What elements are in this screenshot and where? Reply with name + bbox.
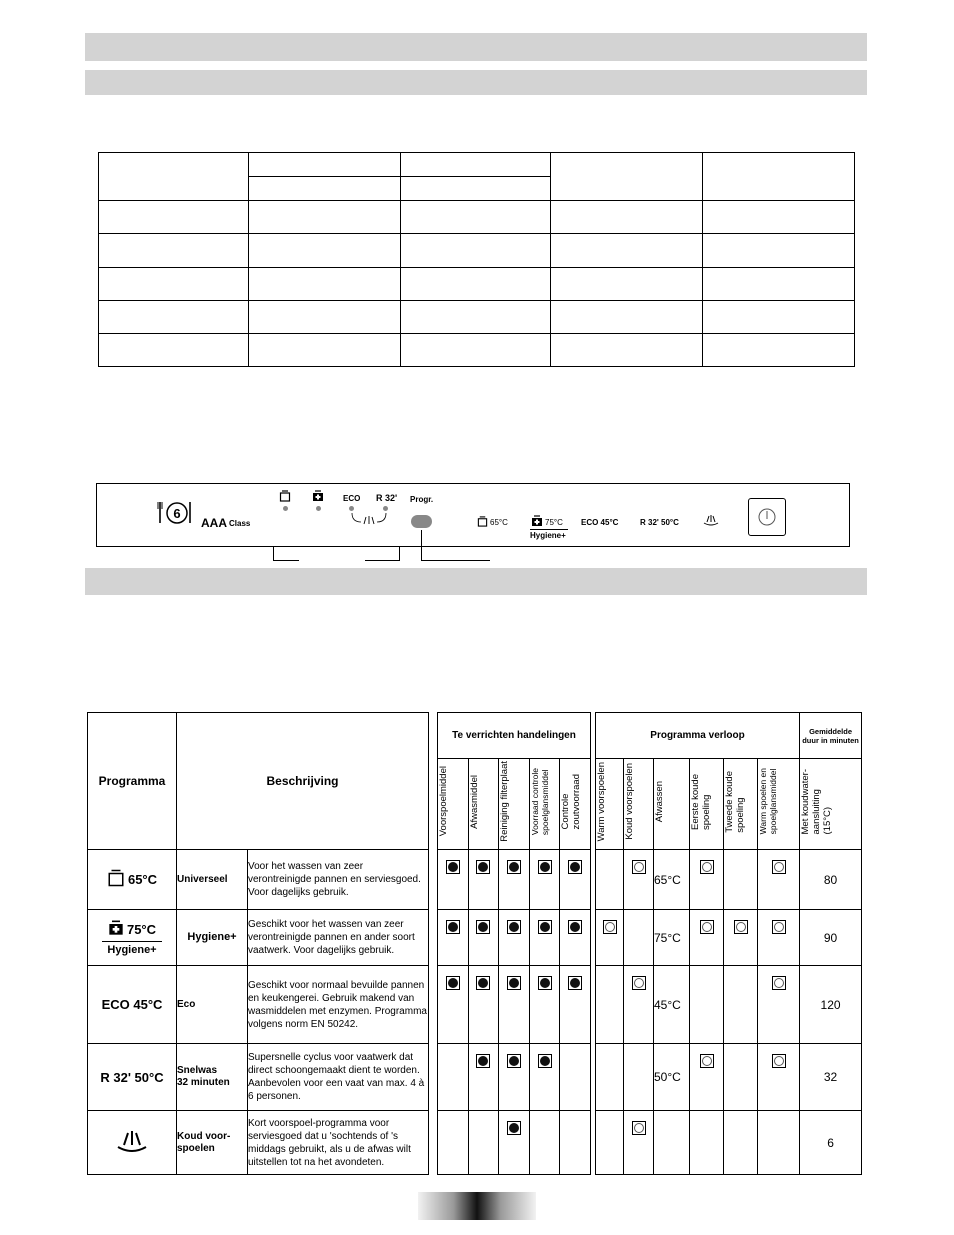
program-icon-cell: [88, 910, 177, 966]
program-name-cell: [177, 910, 248, 966]
action-cell: [438, 1044, 469, 1111]
action-cell: [468, 1044, 499, 1111]
program-row: [88, 1111, 429, 1175]
flow-cell: [758, 910, 800, 966]
flow-marker: [734, 920, 748, 934]
flow-cell: [690, 966, 724, 1044]
program-description: Supersnelle cyclus voor vaatwerk dat direct schoongemaakt dient te worden. Aanbevolen voor een vaat van max. 4 à 6 personen.: [248, 1052, 425, 1102]
program-name: Hygiene+: [187, 931, 237, 943]
led-indicator: [316, 506, 321, 511]
action-cell: [468, 910, 499, 966]
group-handelingen: [438, 713, 591, 759]
duur-header: [800, 759, 862, 850]
program-button[interactable]: [411, 515, 432, 528]
action-cell: [529, 850, 560, 910]
action-marker: [476, 920, 490, 934]
led-indicator: [283, 506, 288, 511]
leader-line: [421, 530, 422, 561]
col-beschrijving-label: Beschrijving: [266, 774, 339, 788]
spec-cell: [401, 300, 551, 333]
program-description: Kort voorspoel-programma voor serviesgoed dat u 'sochtends of 's middags gebruikt, als u de afwas wilt uitstellen tot na het avondeten.: [248, 1117, 411, 1168]
rinse-icon: [703, 514, 719, 526]
action-marker: [507, 1121, 521, 1135]
handeling-label: Reiniging filterplaat: [499, 761, 511, 842]
flow-cell: [690, 1044, 724, 1111]
action-cell: [468, 850, 499, 910]
program-table-desc: [87, 712, 429, 1175]
col-programma: [88, 713, 177, 850]
duration-cell: [800, 1111, 862, 1175]
leader-line: [421, 560, 490, 561]
action-cell: [499, 1111, 530, 1175]
group-duur-label: Gemiddelde duur in minuten: [802, 726, 859, 745]
spec-cell: [99, 153, 249, 201]
program-name-cell: [177, 1111, 248, 1175]
action-cell: [529, 1044, 560, 1111]
flow-marker: [772, 976, 786, 990]
action-rows: [438, 850, 591, 1175]
flow-marker: [632, 976, 646, 990]
action-marker: [446, 860, 460, 874]
flow-cell: [624, 850, 654, 910]
spec-cell: [401, 267, 551, 300]
spec-cell: [249, 153, 401, 177]
flow-cell: [758, 966, 800, 1044]
desc-rows: [88, 850, 429, 1175]
program-desc-cell: [248, 910, 429, 966]
action-cell: [560, 850, 591, 910]
flow-temperature: 65°C: [654, 872, 681, 887]
program-icon-cell: [88, 1044, 177, 1111]
handeling-label: Afwasmiddel: [468, 774, 480, 829]
spec-cell: [703, 267, 855, 300]
spec-cell: [703, 234, 855, 267]
flow-temperature: 75°C: [654, 930, 681, 945]
action-row: [438, 966, 591, 1044]
handeling-header: [438, 759, 469, 850]
flow-cell: [596, 910, 624, 966]
verloop-label: Afwassen: [654, 780, 665, 823]
spec-cell: [703, 153, 855, 201]
spec-cell: [551, 201, 703, 234]
verloop-label: Warm voorspoelen: [596, 761, 607, 842]
flow-cell: [758, 850, 800, 910]
action-cell: [560, 910, 591, 966]
program-rapid-label: R 32' 50°C: [640, 518, 679, 527]
flow-marker: [632, 1121, 646, 1135]
program-name-cell: [177, 1044, 248, 1111]
action-marker: [446, 920, 460, 934]
program-65-label: 65°C: [490, 518, 508, 527]
flow-cell: [690, 850, 724, 910]
flow-row: [596, 850, 862, 910]
program-desc-cell: [248, 1111, 429, 1175]
action-marker: [507, 976, 521, 990]
duration-value: 6: [827, 1135, 834, 1150]
spec-cell: [401, 153, 551, 177]
program-icon-text: 75°C: [126, 921, 157, 937]
control-panel: [96, 483, 850, 547]
program-description: Geschikt voor normaal bevuilde pannen en keukengerei. Gebruik makend van wasmiddelen met enzymen. Programma volgens norm EN 50242.: [248, 979, 427, 1030]
pot-icon: [279, 490, 291, 502]
action-cell: [560, 1111, 591, 1175]
verloop-header: [624, 759, 654, 850]
spec-cell: [99, 300, 249, 333]
verloop-label: Warm spoelen en spoelglansmiddel: [758, 768, 778, 835]
handeling-label: Voorraad controle spoelglansmiddel: [529, 767, 550, 836]
program-name: Koud voor- spoelen: [177, 1130, 231, 1154]
flow-cell: [724, 1044, 758, 1111]
spec-cell: [551, 267, 703, 300]
program-icon-text: 65°C: [127, 872, 158, 887]
flow-cell: [724, 966, 758, 1044]
handeling-header: [560, 759, 591, 850]
flow-cell: [596, 966, 624, 1044]
flow-marker: [700, 1054, 714, 1068]
program-name: Universeel: [177, 873, 228, 885]
spec-cell: [703, 201, 855, 234]
program-icon-cell: [88, 850, 177, 910]
leader-line: [399, 547, 400, 561]
action-cell: [529, 1111, 560, 1175]
rapid-button-label: R 32': [376, 493, 398, 503]
program-desc-cell: [248, 850, 429, 910]
spec-cell: [249, 177, 401, 201]
flow-marker: [772, 1054, 786, 1068]
svg-text:6: 6: [173, 506, 181, 521]
flow-row: [596, 1044, 862, 1111]
duration-value: 80: [823, 872, 838, 887]
verloop-header: [690, 759, 724, 850]
led-indicator: [349, 506, 354, 511]
action-cell: [499, 966, 530, 1044]
program-icon-text: R 32' 50°C: [100, 1069, 164, 1085]
energy-class-suffix: Class: [229, 519, 251, 528]
program-eco-label: ECO 45°C: [581, 518, 619, 527]
program-table-flow: [595, 712, 862, 1175]
flow-marker: [700, 860, 714, 874]
flow-cell: [596, 1044, 624, 1111]
program-75-label: 75°C: [545, 518, 563, 527]
rinse-icon-glyph: [115, 1129, 149, 1156]
divider: [530, 529, 568, 530]
spec-cell: [551, 234, 703, 267]
flow-rows: [596, 850, 862, 1175]
program-row: [88, 966, 429, 1044]
handeling-header: [468, 759, 499, 850]
spec-cell: [703, 333, 855, 366]
flow-cell: [596, 850, 624, 910]
action-marker: [538, 1054, 552, 1068]
action-cell: [529, 966, 560, 1044]
action-cell: [438, 850, 469, 910]
spec-cell: [401, 234, 551, 267]
spec-table: [98, 152, 855, 367]
program-name-cell: [177, 850, 248, 910]
action-cell: [468, 966, 499, 1044]
hygiene-icon: [312, 490, 324, 502]
icon-divider: [102, 941, 162, 942]
handeling-label: Voorspoelmiddel: [438, 766, 449, 837]
handeling-header: [499, 759, 530, 850]
header-band-top: [85, 33, 867, 61]
spec-cell: [99, 201, 249, 234]
verloop-label: Koud voorspoelen: [624, 763, 635, 840]
duration-cell: [800, 910, 862, 966]
flow-cell: [654, 966, 690, 1044]
duration-value: 32: [823, 1070, 838, 1084]
spec-cell: [551, 153, 703, 201]
verloop-header: [724, 759, 758, 850]
flow-cell: [690, 910, 724, 966]
action-cell: [438, 966, 469, 1044]
flow-cell: [624, 966, 654, 1044]
spec-cell: [401, 177, 551, 201]
rapid-icon: [88, 1070, 176, 1085]
group-verloop: [596, 713, 800, 759]
action-marker: [476, 976, 490, 990]
spec-cell: [249, 234, 401, 267]
spec-cell: [401, 201, 551, 234]
verloop-label: Eerste koude spoeling: [690, 773, 712, 830]
spec-cell: [99, 234, 249, 267]
flow-cell: [624, 910, 654, 966]
verloop-header: [758, 759, 800, 850]
action-cell: [468, 1111, 499, 1175]
action-row: [438, 850, 591, 910]
action-marker: [568, 860, 582, 874]
leader-line: [273, 547, 274, 561]
flow-cell: [654, 850, 690, 910]
col-programma-label: Programma: [98, 774, 166, 788]
action-marker: [507, 920, 521, 934]
flow-marker: [700, 920, 714, 934]
flow-cell: [654, 910, 690, 966]
duration-cell: [800, 966, 862, 1044]
progr-label: Progr.: [410, 495, 434, 504]
flow-row: [596, 910, 862, 966]
program-icon-text: ECO 45°C: [101, 997, 163, 1012]
flow-cell: [596, 1111, 624, 1175]
duur-header-label: Met koudwater- aansluiting (15°C): [800, 768, 834, 835]
pot-icon-glyph: [107, 869, 125, 890]
flow-marker: [772, 860, 786, 874]
flow-cell: [654, 1111, 690, 1175]
action-marker: [446, 976, 460, 990]
rinse-icon: [88, 1129, 176, 1156]
action-marker: [568, 976, 582, 990]
action-marker: [538, 976, 552, 990]
spec-cell: [249, 267, 401, 300]
hygiene-icon: [88, 920, 176, 939]
flow-temperature: 45°C: [654, 997, 681, 1012]
action-marker: [476, 860, 490, 874]
group-verloop-label: Programma verloop: [650, 730, 745, 741]
verloop-label: Tweede koude spoeling: [724, 770, 746, 833]
duration-cell: [800, 1044, 862, 1111]
spec-cell: [99, 333, 249, 366]
spec-cell: [249, 201, 401, 234]
duration-value: 90: [823, 930, 838, 945]
program-description: Voor het wassen van zeer verontreinigde pannen en serviesgoed. Voor dagelijks gebruik.: [248, 861, 421, 898]
action-cell: [438, 910, 469, 966]
program-desc-cell: [248, 1044, 429, 1111]
hygiene-icon: [531, 515, 543, 527]
spec-cell: [551, 300, 703, 333]
led-indicator: [383, 506, 388, 511]
spec-cell: [249, 300, 401, 333]
flow-cell: [654, 1044, 690, 1111]
energy-class-label: AAA: [201, 516, 227, 530]
duration-value: 120: [820, 997, 841, 1012]
leader-line: [365, 560, 400, 561]
action-cell: [499, 910, 530, 966]
program-name: Snelwas 32 minuten: [177, 1065, 230, 1088]
handeling-header: [529, 759, 560, 850]
power-icon: [749, 499, 785, 535]
flow-marker: [772, 920, 786, 934]
pot-icon: [88, 869, 176, 890]
action-marker: [507, 860, 521, 874]
flow-cell: [724, 910, 758, 966]
handeling-label: Controle zoutvoorraad: [560, 773, 583, 830]
action-cell: [529, 910, 560, 966]
action-marker: [476, 1054, 490, 1068]
action-marker: [568, 920, 582, 934]
header-band-second: [85, 70, 867, 95]
flow-cell: [758, 1044, 800, 1111]
flow-row: [596, 966, 862, 1044]
program-icon-cell: [88, 1111, 177, 1175]
action-cell: [560, 966, 591, 1044]
action-row: [438, 1044, 591, 1111]
program-name: Eco: [177, 998, 196, 1010]
program-name-cell: [177, 966, 248, 1044]
program-row: [88, 910, 429, 966]
eco-button-label: ECO: [343, 494, 361, 503]
action-row: [438, 910, 591, 966]
verloop-header: [596, 759, 624, 850]
spec-cell: [401, 333, 551, 366]
verloop-header-row: [596, 759, 862, 850]
action-marker: [507, 1054, 521, 1068]
flow-cell: [758, 1111, 800, 1175]
page-number-tab: [418, 1192, 536, 1220]
action-row: [438, 1111, 591, 1175]
action-marker: [538, 860, 552, 874]
col-beschrijving: [177, 713, 429, 850]
flow-cell: [624, 1044, 654, 1111]
power-button[interactable]: [748, 498, 786, 536]
action-cell: [560, 1044, 591, 1111]
action-cell: [438, 1111, 469, 1175]
action-cell: [499, 850, 530, 910]
flow-cell: [724, 850, 758, 910]
program-icon-cell: [88, 966, 177, 1044]
flow-cell: [690, 1111, 724, 1175]
spec-cell: [703, 300, 855, 333]
leader-line: [273, 560, 299, 561]
flow-temperature: 50°C: [654, 1070, 681, 1084]
hygiene-icon-glyph: [108, 920, 124, 939]
program-icon-subtext: Hygiene+: [107, 943, 157, 956]
spec-cell: [99, 267, 249, 300]
flow-cell: [724, 1111, 758, 1175]
program-row: [88, 850, 429, 910]
flow-row: [596, 1111, 862, 1175]
flow-marker: [632, 860, 646, 874]
group-handelingen-label: Te verrichten handelingen: [452, 730, 576, 741]
group-duur: [800, 713, 862, 759]
flow-cell: [624, 1111, 654, 1175]
verloop-header: [654, 759, 690, 850]
action-cell: [499, 1044, 530, 1111]
eco-icon: [88, 997, 176, 1012]
program-hygiene-label: Hygiene+: [530, 531, 566, 540]
program-description: Geschikt voor het wassen van zeer verontreinigde pannen en ander soort vaatwerk. Voor dagelijks gebruik.: [248, 919, 415, 956]
spec-cell: [249, 333, 401, 366]
handelingen-header-row: [438, 759, 591, 850]
duration-cell: [800, 850, 862, 910]
place-setting-icon: [157, 499, 191, 527]
program-row: [88, 1044, 429, 1111]
led-bracket: [351, 512, 387, 528]
program-desc-cell: [248, 966, 429, 1044]
spec-cell: [551, 333, 703, 366]
flow-marker: [603, 920, 617, 934]
action-marker: [538, 920, 552, 934]
section-band: [85, 568, 867, 595]
program-table-actions: [437, 712, 591, 1175]
pot-icon: [477, 516, 488, 527]
